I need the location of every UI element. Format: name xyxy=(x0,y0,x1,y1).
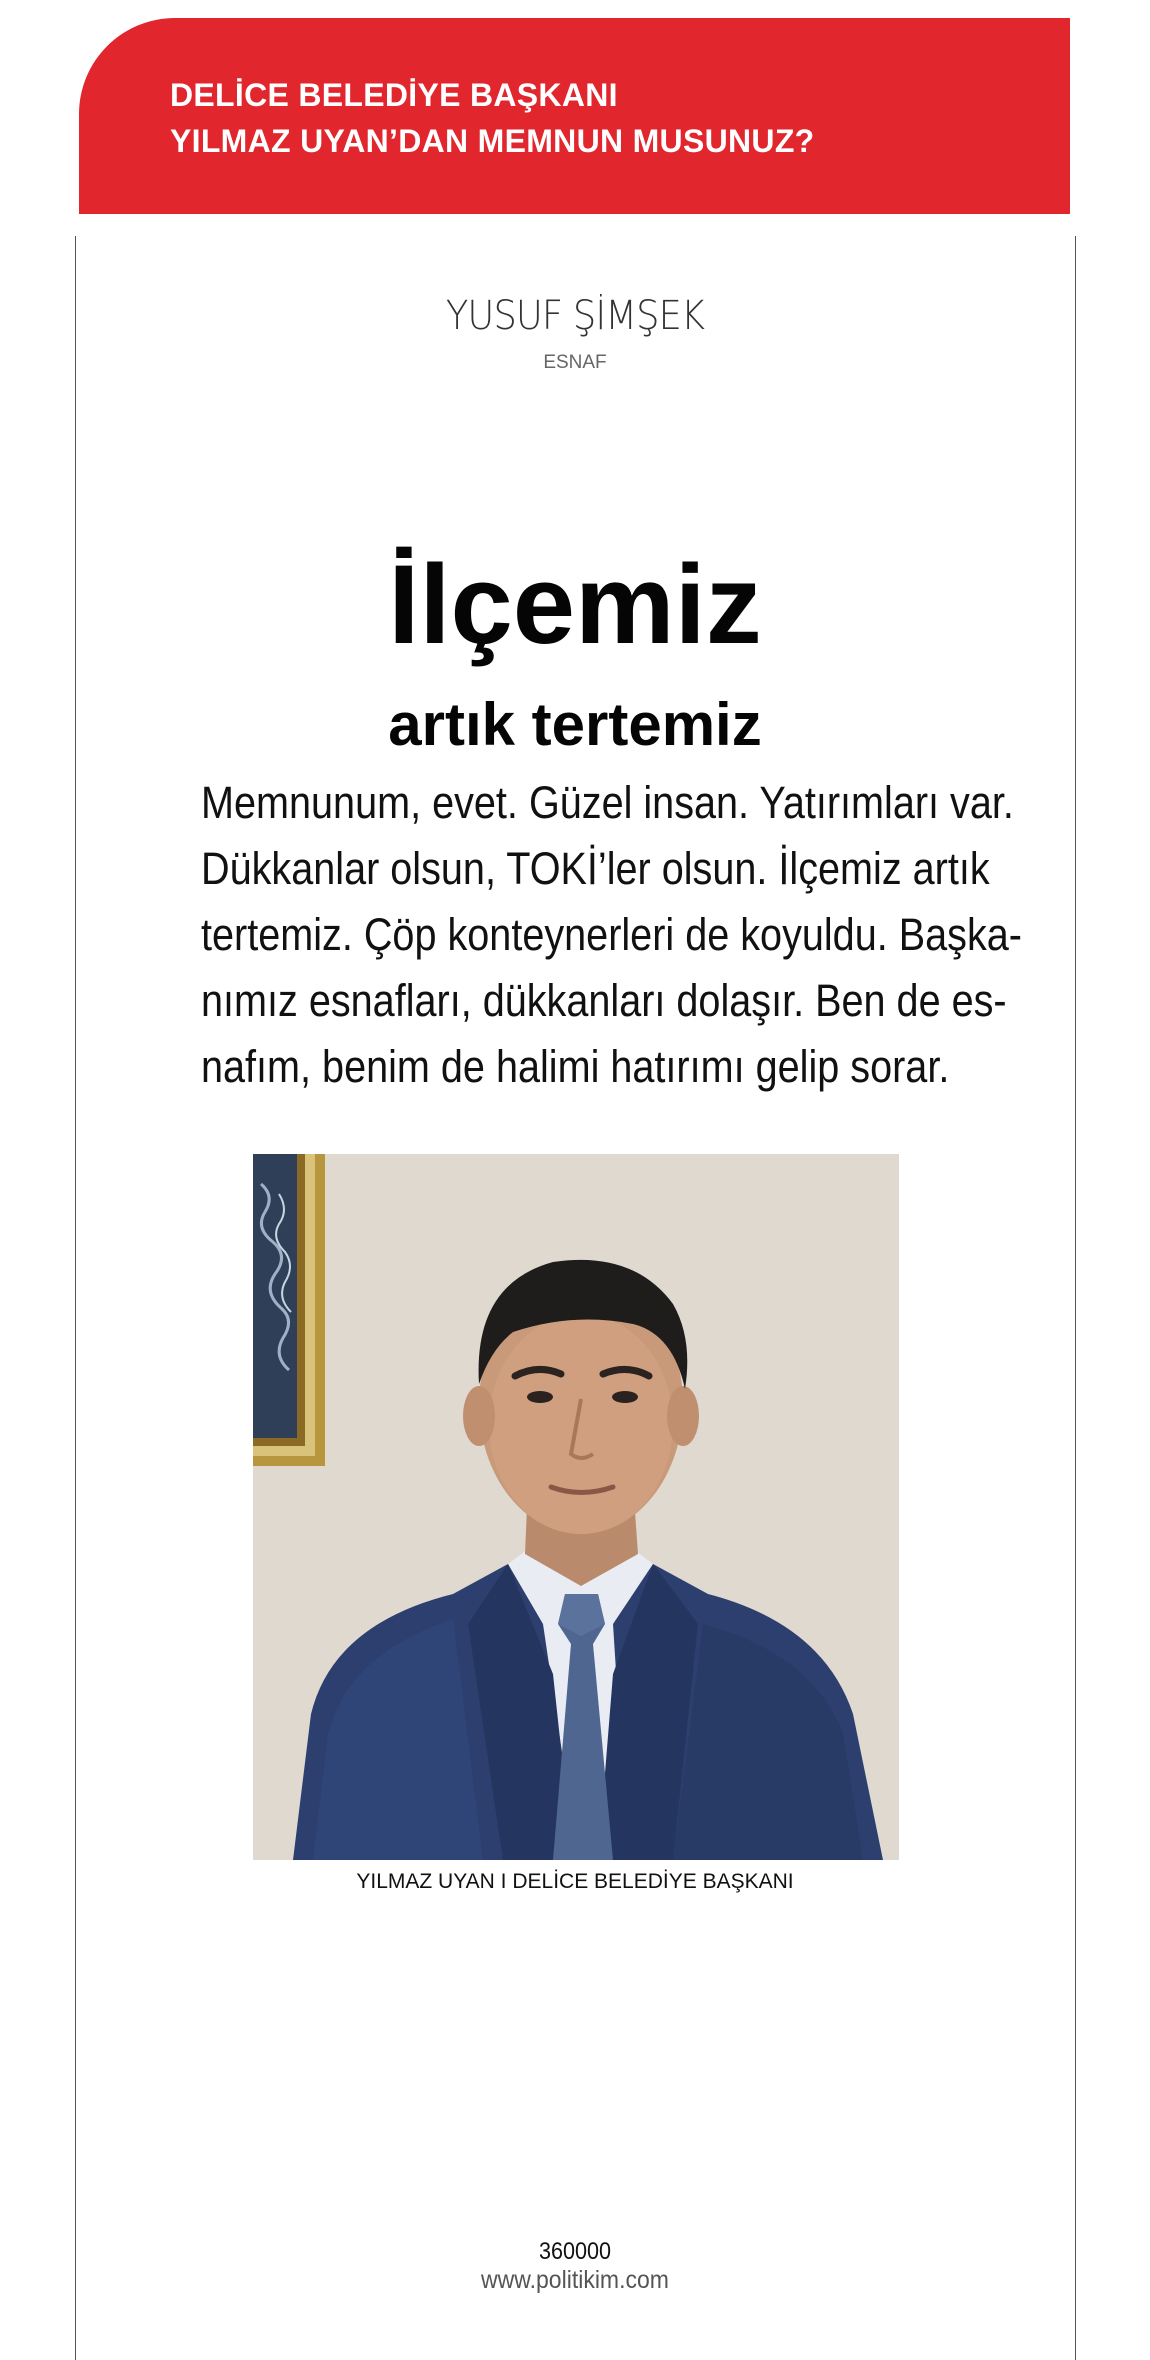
body-line: Memnunum, evet. Güzel insan. Yatırımları var. xyxy=(201,777,1014,828)
photo-caption: YILMAZ UYAN I DELİCE BELEDİYE BAŞKANI xyxy=(356,1870,794,1893)
subheadline: artık tertemiz xyxy=(388,691,762,758)
body-line: tertemiz. Çöp konteynerleri de koyuldu. Başka- xyxy=(201,909,1022,960)
body-line: nafım, benim de halimi hatırımı gelip sorar. xyxy=(201,1041,950,1092)
author-name: YUSUF ŞİMŞEK xyxy=(445,293,705,339)
footer-website-link[interactable]: www.politikim.com xyxy=(481,2266,669,2294)
body-line: Dükkanlar olsun, TOKİ’ler olsun. İlçemiz artık xyxy=(201,843,990,894)
banner-title-line-2: YILMAZ UYAN’DAN MEMNUN MUSUNUZ? xyxy=(170,123,815,159)
article-body xyxy=(150,770,1022,1100)
header-banner xyxy=(79,18,1070,214)
portrait-photo xyxy=(253,1154,899,1860)
body-line: nımız esnafları, dükkanları dolaşır. Ben de es- xyxy=(201,975,1007,1026)
author-role: ESNAF xyxy=(543,352,607,373)
headline: İlçemiz xyxy=(388,542,762,667)
footer-number: 360000 xyxy=(538,2238,612,2265)
banner-title-line-1: DELİCE BELEDİYE BAŞKANI xyxy=(170,77,618,113)
